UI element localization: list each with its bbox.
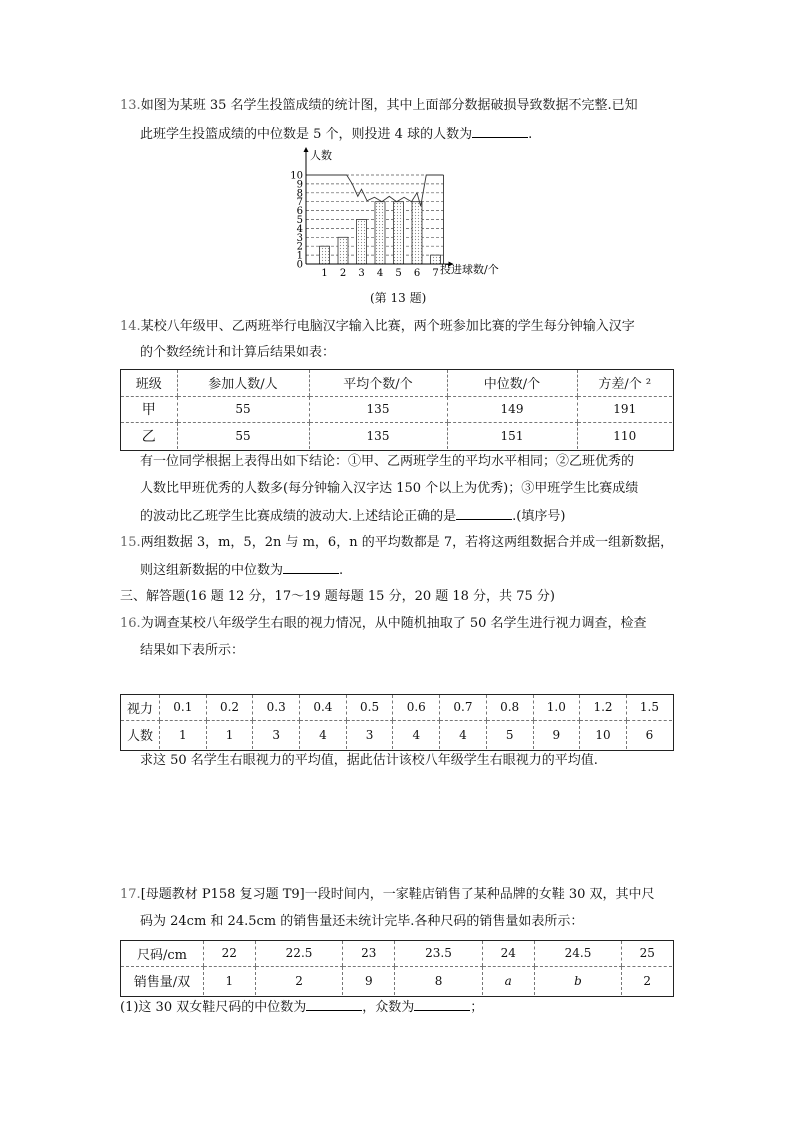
- bar-7: [431, 255, 441, 264]
- q14-line1: [120, 318, 635, 336]
- table-cell: 22.5: [255, 941, 343, 966]
- q15-period: .: [339, 563, 344, 578]
- table-cell: 3: [253, 720, 300, 749]
- q17-mode-blank[interactable]: [414, 998, 470, 1011]
- q14-header-class: 班级: [121, 370, 177, 396]
- q14-header-count: 参加人数/人: [177, 370, 309, 396]
- q13-period: .: [528, 127, 533, 142]
- q14-line2: 的个数经统计和计算后结果如表：: [140, 345, 336, 360]
- q14-header-variance: 方差/个 ²: [577, 370, 672, 396]
- table-cell: 0.4: [300, 695, 347, 720]
- x-tick-label: 4: [376, 268, 384, 277]
- q16-line1: [120, 615, 647, 633]
- y-tick-label: 2: [296, 241, 303, 253]
- q13-answer-blank[interactable]: [472, 125, 528, 138]
- y-tick-label: 6: [296, 206, 303, 218]
- table-cell: 1: [206, 720, 253, 749]
- x-tick-label: 1: [321, 268, 328, 277]
- q17-sub1-tail: ；: [470, 1000, 484, 1015]
- table-cell: 1.0: [533, 695, 580, 720]
- q16-table: [121, 695, 672, 749]
- q13-line2: [140, 125, 532, 144]
- table-cell: 5: [486, 720, 533, 749]
- table-cell: 0.5: [346, 695, 393, 720]
- table-cell: 1.2: [580, 695, 627, 720]
- table-cell: 0.2: [206, 695, 253, 720]
- chart-bars: [320, 202, 441, 264]
- q17-line2: 码为 24cm 和 24.5cm 的销售量还未统计完毕.各种尺码的销售量如表所示：: [140, 914, 584, 929]
- q14-answer-blank[interactable]: [456, 507, 512, 520]
- chart-x-axis-label: 投进球数/个: [440, 263, 499, 276]
- q17-sub1-text: (1)这 30 双女鞋尺码的中位数为: [120, 1000, 307, 1015]
- q14-header-mean: 平均个数/个: [309, 370, 447, 396]
- table-row: [121, 396, 672, 422]
- x-tick-label: 5: [395, 268, 402, 277]
- chart-y-axis-label: 人数: [310, 149, 332, 162]
- bar-3: [357, 220, 367, 265]
- q14-conclusion-2: 人数比甲班优秀的人数多(每分钟输入汉字达 150 个以上为优秀)；③甲班学生比赛成绩: [140, 481, 639, 496]
- q16-text: 为调查某校八年级学生右眼的视力情况，从中随机抽取了 50 名学生进行视力调查，检查: [140, 616, 647, 631]
- table-cell: 1: [160, 720, 207, 749]
- q13-number: 13.: [120, 98, 141, 113]
- table-cell: 3: [346, 720, 393, 749]
- table-cell: 人数: [126, 729, 153, 745]
- q14-conclusion-3-tail: .(填序号): [512, 509, 566, 524]
- x-tick-label: 3: [358, 268, 365, 277]
- q15-line2: [140, 561, 343, 580]
- q13-line1: [120, 97, 638, 115]
- table-cell: 110: [577, 422, 672, 449]
- y-tick-label: 7: [296, 197, 303, 209]
- table-cell: 乙: [141, 428, 156, 445]
- table-cell: 尺码/cm: [121, 941, 204, 966]
- table-cell: 55: [177, 422, 309, 449]
- table-row: [121, 720, 672, 749]
- table-cell: 24: [482, 941, 534, 966]
- table-cell: 24.5: [534, 941, 622, 966]
- q13-text-2: 此班学生投篮成绩的中位数是 5 个，则投进 4 球的人数为: [140, 127, 473, 142]
- table-row: [121, 695, 672, 720]
- y-tick-label: 3: [296, 232, 303, 244]
- table-cell: 135: [309, 422, 447, 449]
- table-cell: 22: [204, 941, 256, 966]
- q13-caption: (第 13 题): [370, 291, 427, 305]
- table-row: [121, 941, 672, 966]
- table-cell: 0.8: [486, 695, 533, 720]
- q17-sub1: [120, 998, 483, 1017]
- table-cell: 149: [447, 396, 577, 422]
- q15-line1: [120, 534, 673, 552]
- q16-number: 16.: [120, 616, 141, 631]
- q16-question: 求这 50 名学生右眼视力的平均值，据此估计该校八年级学生右眼视力的平均值.: [140, 753, 598, 768]
- table-cell: 8: [395, 966, 483, 995]
- chart-y-tick-labels: [290, 171, 303, 271]
- y-tick-label: 8: [296, 188, 303, 200]
- q16-line2: 结果如下表所示：: [140, 643, 245, 658]
- table-cell: 0.1: [160, 695, 207, 720]
- y-tick-label: 5: [296, 215, 303, 226]
- table-cell: 55: [177, 396, 309, 422]
- table-cell: 0.3: [253, 695, 300, 720]
- table-cell: 4: [300, 720, 347, 749]
- table-cell: 23.5: [395, 941, 483, 966]
- bar-5: [394, 202, 404, 264]
- q14-conclusion-3: [140, 507, 565, 526]
- table-cell: 23: [343, 941, 395, 966]
- y-tick-label: 0: [296, 259, 303, 271]
- section-3-heading: 三、解答题(16 题 12 分，17～19 题每题 15 分，20 题 18 分，共 75 分): [120, 589, 555, 604]
- table-cell: 10: [580, 720, 627, 749]
- table-cell: 25: [622, 941, 672, 966]
- q14-text: 某校八年级甲、乙两班举行电脑汉字输入比赛，两个班参加比赛的学生每分钟输入汉字: [140, 319, 635, 334]
- bar-4: [375, 202, 385, 264]
- q13-bar-chart: [288, 145, 518, 277]
- q15-number: 15.: [120, 535, 141, 550]
- table-row: [121, 422, 672, 449]
- bar-6: [412, 202, 422, 264]
- table-cell: 2: [622, 966, 672, 995]
- y-tick-label: 10: [290, 170, 303, 182]
- bar-1: [320, 246, 330, 264]
- y-axis-arrow: [304, 147, 309, 152]
- table-cell: a: [482, 966, 534, 995]
- q15-text: 两组数据 3，m，5，2n 与 m，6，n 的平均数都是 7，若将这两组数据合并成一组新数据，: [140, 535, 674, 550]
- bar-2: [338, 237, 348, 264]
- table-cell: 4: [440, 720, 487, 749]
- table-cell: 视力: [121, 695, 160, 720]
- table-cell: 135: [309, 396, 447, 422]
- table-cell: 151: [447, 422, 577, 449]
- q17-number: 17.: [120, 887, 141, 902]
- q14-header-median: 中位数/个: [447, 370, 577, 396]
- table-cell: 6: [626, 720, 672, 749]
- table-cell: b: [534, 966, 622, 995]
- table-cell: 0.7: [440, 695, 487, 720]
- q17-sub1-mid: ，众数为: [362, 1000, 415, 1015]
- q15-answer-blank[interactable]: [283, 561, 339, 574]
- table-cell: 191: [577, 396, 672, 422]
- q14-table: [121, 370, 672, 449]
- q17-text: [母题教材 P158 复习题 T9]一段时间内，一家鞋店销售了某种品牌的女鞋 30 双，其中尺: [140, 887, 655, 902]
- table-cell: 1.5: [626, 695, 672, 720]
- y-tick-label: 1: [296, 250, 303, 262]
- table-cell: 0.6: [393, 695, 440, 720]
- x-tick-label: 2: [339, 268, 347, 277]
- q14-conclusion-3-text: 的波动比乙班学生比赛成绩的波动大.上述结论正确的是: [140, 509, 457, 524]
- q17-table: [121, 941, 672, 995]
- table-cell: 4: [393, 720, 440, 749]
- table-cell: 2: [255, 966, 343, 995]
- y-tick-label: 4: [296, 223, 303, 235]
- x-tick-label: 6: [413, 268, 421, 277]
- table-cell: 9: [533, 720, 580, 749]
- q13-text: 如图为某班 35 名学生投篮成绩的统计图，其中上面部分数据破损导致数据不完整.已知: [140, 98, 638, 113]
- q14-conclusion-1: 有一位同学根据上表得出如下结论：①甲、乙两班学生的平均水平相同；②乙班优秀的: [140, 454, 635, 469]
- table-cell: 销售量/双: [133, 975, 191, 991]
- q14-number: 14.: [120, 319, 141, 334]
- table-row: [121, 966, 672, 995]
- table-cell: 9: [343, 966, 395, 995]
- y-tick-label: 9: [296, 179, 303, 191]
- q15-text-2: 则这组新数据的中位数为: [140, 563, 284, 578]
- table-cell: 甲: [121, 396, 177, 422]
- q17-median-blank[interactable]: [306, 998, 362, 1011]
- chart-x-tick-labels: [321, 268, 438, 277]
- x-tick-label: 7: [432, 268, 439, 277]
- table-cell: 1: [204, 966, 256, 995]
- q17-line1: [120, 886, 655, 904]
